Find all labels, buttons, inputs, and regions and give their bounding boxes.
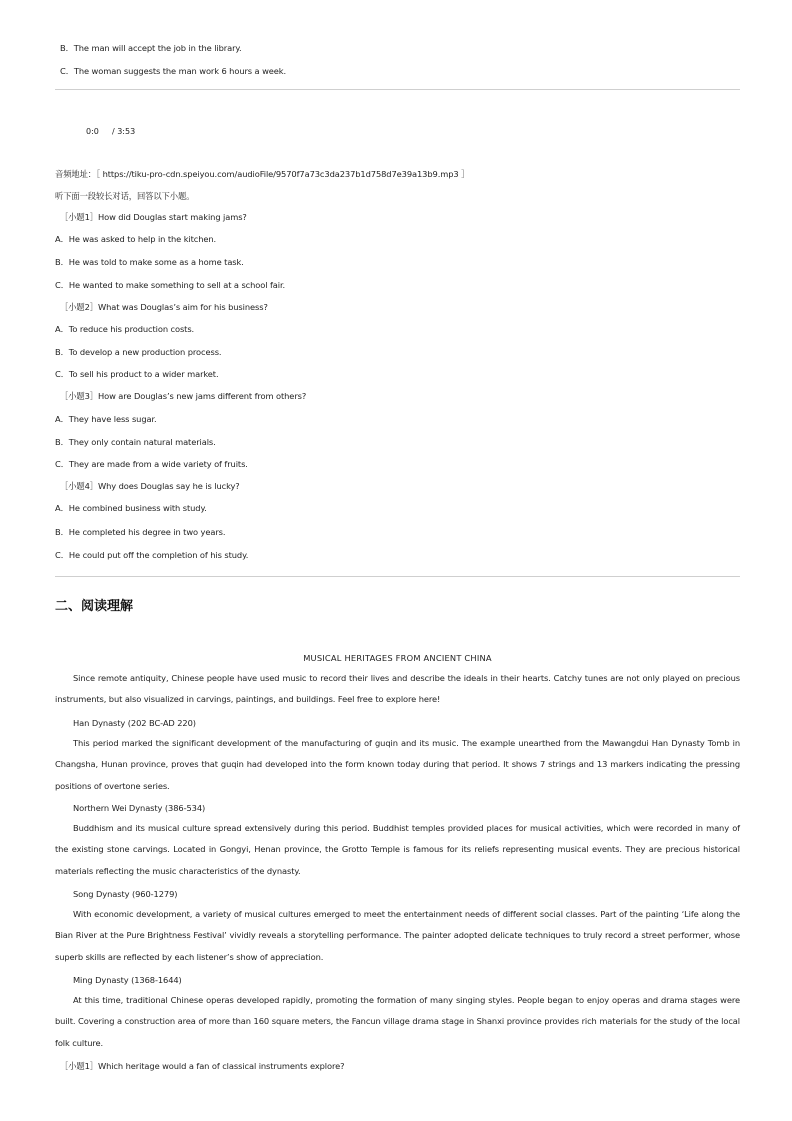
question-option: C．He wanted to make something to sell at a school fair.	[55, 280, 286, 290]
audio-player[interactable]	[86, 126, 135, 137]
section-body-han: This period marked the significant development of the manufacturing of guqin and its music. The example unearthed from the Mawangdui Han Dynasty Tomb in Changsha, Hunan province, proves that guqin had developed into the form known today during that period. It shows 7 strings and 13 markers indicating the pressing positions of overtone series.	[55, 738, 740, 791]
question-option: A．They have less sugar.	[55, 414, 157, 424]
divider	[55, 89, 740, 90]
passage-intro: Since remote antiquity, Chinese people have used music to record their lives and describe the ideals in their hearts. Catchy tunes are not only played on precious instruments, but also visualized in carvings, paintings, and buildings. Feel free to explore here!	[55, 673, 740, 705]
section-body-northern-wei: Buddhism and its musical culture spread extensively during this period. Buddhist temples provided places for musical activities, which were recorded in many of the existing stone carvings. Located in Gongyi, Henan province, the Grotto Temple is famous for its reliefs representing musical events. They are precious historical materials reflecting the music characteristics of the dynasty.	[55, 823, 740, 876]
question-option: B．He completed his degree in two years.	[55, 527, 226, 537]
section-heading-northern-wei: Northern Wei Dynasty (386-534)	[73, 803, 206, 813]
audio-current-time: 0:0	[86, 127, 99, 136]
question-option: C．He could put off the completion of his study.	[55, 550, 249, 560]
question-option: A．To reduce his production costs.	[55, 324, 195, 334]
listening-option-b: B．The man will accept the job in the library.	[60, 43, 242, 53]
question-option: B．They only contain natural materials.	[55, 437, 216, 447]
passage-title: MUSICAL HERITAGES FROM ANCIENT CHINA	[303, 653, 492, 663]
question-option: A．He combined business with study.	[55, 503, 207, 513]
listening-instruction: 听下面一段较长对话，回答以下小题。	[55, 191, 195, 201]
question-option: B．He was told to make some as a home task.	[55, 257, 244, 267]
listening-option-c: C．The woman suggests the man work 6 hours a week.	[60, 66, 287, 76]
section-body-song: With economic development, a variety of musical cultures emerged to meet the entertainment needs of different social classes. Part of the painting ‘Life along the Bian River at the Pure Brightness Festival’ vividly reveals a storytelling performance. The painter adopted delicate techniques to truly record a street performer, whose superb skills are reflected by each listener’s show of appreciation.	[55, 909, 740, 962]
audio-total-time: / 3:53	[111, 127, 136, 136]
question-option: C．They are made from a wide variety of fruits.	[55, 459, 248, 469]
section-heading-ming: Ming Dynasty (1368-1644)	[73, 975, 182, 985]
question-option: C．To sell his product to a wider market.	[55, 369, 219, 379]
reading-question-1: ［小题1］Which heritage would a fan of classical instruments explore?	[60, 1061, 345, 1071]
section-heading: 二、阅读理解	[55, 599, 134, 614]
question-option: B．To develop a new production process.	[55, 347, 222, 357]
question-option: A．He was asked to help in the kitchen.	[55, 234, 217, 244]
question-stem: ［小题1］How did Douglas start making jams?	[60, 212, 247, 222]
question-stem: ［小题3］How are Douglas’s new jams different from others?	[60, 391, 307, 401]
question-stem: ［小题2］What was Douglas’s aim for his business?	[60, 302, 268, 312]
divider	[55, 576, 740, 577]
audio-address[interactable]: 音频地址：［ https://tiku-pro-cdn.speiyou.com/audioFile/9570f7a73c3da237b1d758d7e39a13b9.mp3 ］	[55, 169, 470, 179]
section-heading-han: Han Dynasty (202 BC-AD 220)	[73, 718, 196, 728]
section-heading-song: Song Dynasty (960-1279)	[73, 889, 178, 899]
question-stem: ［小题4］Why does Douglas say he is lucky?	[60, 481, 240, 491]
section-body-ming: At this time, traditional Chinese operas developed rapidly, promoting the formation of many singing styles. People began to enjoy operas and drama stages were built. Covering a construction area of more than 160 square meters, the Fancun village drama stage in Shanxi province provides rich materials for the study of the local folk culture.	[55, 995, 740, 1048]
